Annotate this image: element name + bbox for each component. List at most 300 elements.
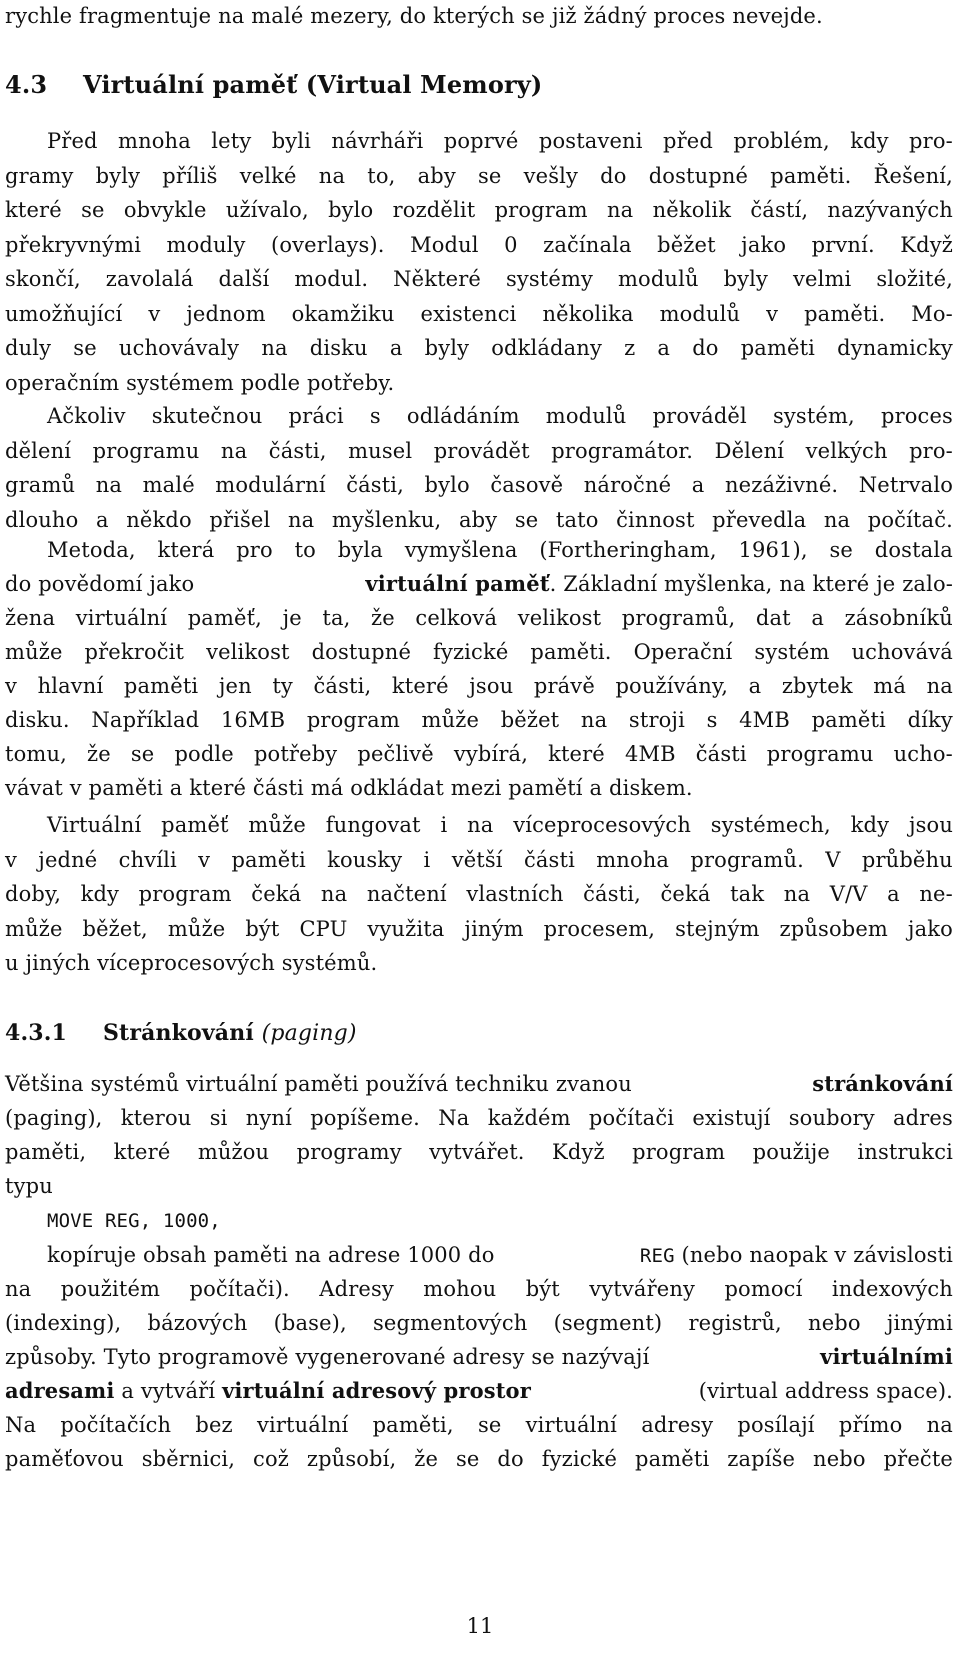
word: paměti.	[804, 301, 886, 326]
word: běžet	[657, 232, 716, 257]
word: (indexing),	[5, 1311, 122, 1335]
word: sběrnici,	[141, 1447, 236, 1471]
word: průběhu	[861, 847, 953, 872]
word: může	[167, 916, 226, 941]
text-run: (virtual address space).	[691, 1379, 953, 1403]
word: disku	[309, 336, 368, 360]
word: Řešení,	[873, 163, 953, 188]
word: byly	[723, 267, 769, 291]
word: na	[467, 813, 494, 837]
word: CPU	[299, 916, 348, 941]
text-run: . Základní myšlenka, na které je zalo-	[549, 572, 953, 596]
word: z	[624, 336, 636, 360]
word: zbytek	[781, 674, 853, 698]
word: dostupné	[648, 163, 749, 188]
word: postaveni	[538, 129, 643, 153]
word: v	[766, 301, 779, 326]
word: tato	[555, 507, 599, 532]
text-line: operačním systémem podle potřeby.	[5, 370, 395, 395]
word: zapíše	[727, 1447, 796, 1471]
word: použije	[752, 1140, 831, 1164]
word: jednom	[186, 301, 266, 326]
word: skončí,	[5, 267, 81, 291]
text-line	[5, 572, 953, 596]
word: ucho-	[893, 742, 953, 766]
subsection-number: 4.3.1	[5, 1020, 67, 1046]
word: na	[5, 1277, 32, 1301]
word: systém	[754, 640, 830, 664]
word: 4MB	[739, 708, 790, 732]
word: části,	[313, 674, 372, 698]
text-line	[5, 233, 953, 257]
word: pro-	[909, 129, 953, 153]
word: programátor.	[551, 438, 694, 463]
word: uchovává	[851, 640, 953, 664]
word: přišel	[209, 507, 271, 532]
word: na	[95, 473, 123, 497]
word: v	[5, 847, 18, 872]
word: problém,	[733, 129, 830, 153]
word: paměťovou	[5, 1447, 124, 1471]
word: si	[209, 1106, 228, 1130]
subsection-heading	[5, 1021, 953, 1046]
word: systémy	[505, 267, 594, 291]
word: mnoha	[118, 129, 191, 153]
word: odládáním	[406, 404, 520, 428]
word: částí,	[750, 198, 809, 222]
word: práci	[288, 404, 344, 428]
word: odkládany	[491, 336, 602, 360]
word: víceprocesových	[513, 813, 692, 837]
word: duly	[5, 336, 52, 360]
word: umožňující	[5, 301, 123, 326]
term-addresses: adresami	[5, 1378, 115, 1403]
word: můžou	[197, 1140, 270, 1164]
word: kdy	[850, 813, 890, 837]
section-heading	[5, 70, 953, 99]
word: instrukci	[857, 1140, 953, 1164]
word: myšlenku,	[331, 507, 442, 532]
word: virtuální	[256, 1413, 349, 1437]
text-run: Většina systémů virtuální paměti používá techniku zvanou	[5, 1072, 639, 1096]
word: popíšeme.	[310, 1106, 421, 1130]
word: systémech,	[710, 813, 831, 837]
word: návrháři	[331, 129, 424, 153]
word: Na	[438, 1106, 470, 1130]
word: díky	[907, 708, 953, 732]
word: bázových	[147, 1311, 248, 1335]
word: modul.	[294, 267, 369, 291]
word: čeká	[251, 882, 302, 906]
word: počítači	[588, 1106, 675, 1130]
word: běžet	[500, 708, 560, 732]
word: segmentových	[373, 1311, 528, 1335]
word: jinými	[886, 1311, 953, 1335]
word: prováděl	[652, 404, 747, 428]
word: program	[306, 708, 400, 732]
text-line	[5, 606, 953, 630]
word: vytvářet.	[429, 1140, 525, 1164]
word: indexových	[831, 1277, 953, 1301]
text-line	[5, 538, 953, 562]
word: příliš	[162, 163, 218, 188]
word: v	[198, 847, 211, 872]
word: kdy	[850, 129, 889, 153]
word: se	[477, 1413, 502, 1437]
word: užívalo,	[225, 198, 309, 222]
word: Metoda,	[47, 538, 136, 562]
word: adresy	[641, 1413, 714, 1437]
text-line	[5, 917, 953, 941]
word: které	[113, 1140, 171, 1164]
word: počítač.	[867, 507, 953, 532]
word: (overlays).	[271, 232, 385, 257]
word: paměti	[740, 336, 816, 360]
text-line	[5, 848, 953, 872]
word: Adresy	[319, 1277, 394, 1301]
word: jedné	[38, 847, 98, 872]
word: dlouho	[5, 507, 79, 532]
word: do	[692, 336, 719, 360]
word: paměti.	[770, 163, 852, 188]
word: Modul	[410, 232, 479, 257]
word: na	[287, 507, 315, 532]
word: velikost	[206, 640, 290, 664]
word: vešly	[523, 163, 579, 188]
word: být	[525, 1277, 560, 1301]
word: jsou	[908, 813, 953, 837]
word: podle	[174, 742, 234, 766]
word: nazývaných	[827, 198, 953, 222]
word: na	[261, 336, 288, 360]
text-line	[5, 813, 953, 837]
word: skutečnou	[151, 404, 263, 428]
word: paměť	[161, 813, 229, 837]
word: několika	[542, 301, 634, 326]
word: programu	[92, 438, 200, 463]
word: paměti	[123, 674, 199, 698]
text-line: u jiných víceprocesových systémů.	[5, 951, 378, 975]
word: které	[5, 198, 62, 222]
word: (Fortheringham,	[539, 538, 717, 562]
text-line	[5, 742, 953, 766]
word: činnost	[616, 507, 695, 532]
word: modulů	[545, 404, 627, 428]
word: a	[811, 606, 825, 630]
word: tomu,	[5, 742, 67, 766]
text-line	[5, 1311, 953, 1335]
word: bylo	[424, 473, 470, 497]
word: jsou	[469, 674, 514, 698]
word: program	[494, 198, 588, 222]
word: to	[294, 538, 316, 562]
word: vymyšlena	[404, 538, 518, 562]
word: paměti,	[5, 1140, 87, 1164]
word: program	[632, 1140, 726, 1164]
word: vybírá,	[453, 742, 529, 766]
word: byly	[95, 163, 141, 188]
text-line: vávat v paměti a které části má odkládat mezi pamětí a diskem.	[5, 776, 693, 800]
word: počítači).	[189, 1277, 290, 1301]
word: (paging),	[5, 1106, 103, 1130]
word: program	[138, 882, 232, 906]
section-number: 4.3	[5, 70, 48, 99]
text-line: rychle fragmentuje na malé mezery, do kterých se již žádný proces nevejde.	[5, 4, 823, 28]
word: poprvé	[443, 129, 519, 153]
word: mohou	[423, 1277, 497, 1301]
word: bez	[195, 1413, 233, 1437]
word: paměti	[811, 708, 886, 732]
word: modulů	[659, 301, 741, 326]
word: se	[514, 507, 539, 532]
word: může	[5, 640, 63, 664]
word: 0	[504, 232, 518, 257]
word: několik	[652, 198, 732, 222]
word: (segment)	[553, 1311, 663, 1335]
word: která	[157, 538, 215, 562]
code-inline: REG	[639, 1245, 675, 1267]
subsection-title-italic: (paging)	[261, 1021, 357, 1046]
text-line	[5, 708, 953, 732]
word: gramy	[5, 163, 74, 188]
word: jako	[741, 232, 787, 257]
word: nebo	[808, 1311, 861, 1335]
word: ne-	[919, 882, 953, 906]
word: což	[253, 1447, 289, 1471]
word: nezáživné.	[724, 473, 839, 497]
term-virtual-address-space: virtuální adresový prostor	[222, 1378, 531, 1403]
word: a	[95, 507, 109, 532]
word: další	[218, 267, 270, 291]
word: soubory	[788, 1106, 875, 1130]
word: které	[391, 674, 449, 698]
text-run: způsoby. Tyto programově vygenerované adresy se nazývají	[5, 1345, 657, 1369]
word: na	[823, 507, 851, 532]
text-line	[5, 336, 953, 360]
word: fyzické	[541, 1447, 618, 1471]
word: do	[497, 1447, 524, 1471]
word: jako	[907, 916, 953, 941]
word: aby	[417, 163, 456, 188]
word: dostala	[874, 538, 953, 562]
word: že	[87, 742, 111, 766]
word: může	[421, 708, 480, 732]
word: přímo	[838, 1413, 903, 1437]
text-line	[5, 882, 953, 906]
word: způsobem	[779, 916, 888, 941]
word: byly	[424, 336, 470, 360]
word: běžet,	[82, 916, 148, 941]
text-line	[5, 404, 953, 428]
word: byli	[271, 129, 312, 153]
word: se	[73, 336, 97, 360]
word: paměti	[634, 1447, 710, 1471]
word: do	[600, 163, 627, 188]
word: nyní	[245, 1106, 292, 1130]
word: může	[5, 916, 63, 941]
word: na	[783, 882, 811, 906]
word: Virtuální	[47, 813, 142, 837]
word: se	[130, 742, 155, 766]
word: fyzické	[433, 640, 509, 664]
text-line	[5, 1413, 953, 1437]
word: existují	[692, 1106, 771, 1130]
text-line	[5, 1106, 953, 1130]
word: na	[220, 438, 248, 463]
text-line	[5, 1140, 953, 1164]
word: překročit	[84, 640, 185, 664]
word: Před	[47, 129, 98, 153]
word: paměti,	[372, 1413, 454, 1437]
word: 4MB	[624, 742, 676, 766]
word: převedla	[712, 507, 807, 532]
word: paměti	[231, 847, 306, 872]
word: moduly	[166, 232, 246, 257]
word: využita	[367, 916, 445, 941]
word: náročné	[583, 473, 672, 497]
word: posílají	[737, 1413, 815, 1437]
word: použitém	[60, 1277, 161, 1301]
word: hlavní	[37, 674, 104, 698]
word: může	[248, 813, 306, 837]
word: větší	[451, 847, 503, 872]
word: velké	[239, 163, 297, 188]
word: Dělení	[714, 438, 785, 463]
word: Některé	[393, 267, 482, 291]
word: počítačích	[60, 1413, 172, 1437]
word: to,	[367, 163, 396, 188]
word: virtuální	[525, 1413, 618, 1437]
subsection-title: Stránkování	[103, 1020, 254, 1046]
text-line	[5, 439, 953, 463]
word: mnoha	[596, 847, 670, 872]
word: před	[662, 129, 713, 153]
text-line	[5, 640, 953, 664]
word: V/V	[829, 882, 868, 906]
word: překryvnými	[5, 232, 142, 257]
word: ta,	[322, 606, 351, 630]
word: celková	[415, 606, 498, 630]
word: programů,	[621, 606, 736, 630]
word: pro	[236, 538, 273, 562]
term-virtual-addresses: virtuálními	[820, 1344, 953, 1369]
word: se	[478, 163, 502, 188]
word: právě	[533, 674, 595, 698]
word: a	[691, 473, 705, 497]
word: proces	[880, 404, 953, 428]
word: vlastních	[466, 882, 564, 906]
word: stroji	[628, 708, 685, 732]
word: a	[389, 336, 403, 360]
word: procesem,	[543, 916, 656, 941]
word: bylo	[328, 198, 374, 222]
word: Na	[5, 1413, 37, 1437]
word: Když	[900, 232, 953, 257]
word: nebo	[813, 1447, 866, 1471]
term-virtual-memory: virtuální paměť	[365, 571, 550, 596]
word: na	[926, 674, 953, 698]
word: a	[748, 674, 762, 698]
text-line	[5, 164, 953, 188]
word: systém,	[772, 404, 855, 428]
word: okamžiku	[291, 301, 395, 326]
word: začínala	[543, 232, 632, 257]
word: na	[320, 882, 348, 906]
text-run: do povědomí jako	[5, 572, 202, 596]
word: velkých	[805, 438, 888, 463]
word: části	[523, 847, 575, 872]
word: které	[548, 742, 605, 766]
word: části,	[583, 882, 641, 906]
word: Netrvalo	[858, 473, 953, 497]
word: modulární	[215, 473, 326, 497]
code-line: MOVE REG, 1000,	[47, 1210, 221, 1232]
text-line	[5, 302, 953, 326]
word: používány,	[615, 674, 729, 698]
word: složité,	[876, 267, 953, 291]
text-line	[5, 1243, 953, 1268]
section-title: Virtuální paměť (Virtual Memory)	[83, 70, 543, 99]
word: uchovávaly	[118, 336, 240, 360]
word: je	[282, 606, 302, 630]
word: zásobníků	[844, 606, 953, 630]
word: i	[440, 813, 448, 837]
word: žena	[5, 606, 56, 630]
text-line	[5, 473, 953, 497]
word: adres	[892, 1106, 953, 1130]
word: první.	[811, 232, 875, 257]
word: a	[657, 336, 671, 360]
word: má	[873, 674, 906, 698]
word: musel	[348, 438, 413, 463]
word: na	[318, 163, 346, 188]
word: dostupné	[311, 640, 412, 664]
text-line	[5, 1447, 953, 1471]
text-run: kopíruje obsah paměti na adrese 1000 do	[47, 1243, 502, 1267]
word: malé	[142, 473, 195, 497]
word: potřeby	[253, 742, 338, 766]
text-line	[5, 129, 953, 153]
word: že	[414, 1447, 439, 1471]
word: Když	[552, 1140, 605, 1164]
word: s	[369, 404, 381, 428]
word: Operační	[633, 640, 733, 664]
word: kdy	[80, 882, 120, 906]
word: jiným	[464, 916, 524, 941]
word: se	[81, 198, 105, 222]
word: paměť,	[187, 606, 263, 630]
word: být	[245, 916, 280, 941]
text-line	[5, 198, 953, 222]
word: v	[148, 301, 161, 326]
word: na	[580, 708, 608, 732]
word: stejným	[675, 916, 760, 941]
word: doby,	[5, 882, 62, 906]
word: V	[825, 847, 841, 872]
word: a	[887, 882, 900, 906]
text-line	[5, 1345, 953, 1369]
word: ty	[272, 674, 293, 698]
word: kousky	[327, 847, 403, 872]
word: (base),	[273, 1311, 347, 1335]
word: přečte	[883, 1447, 953, 1471]
word: tak	[730, 882, 765, 906]
word: byla	[337, 538, 383, 562]
word: na	[926, 1413, 953, 1437]
word: se	[829, 538, 853, 562]
word: někdo	[126, 507, 192, 532]
word: dynamicky	[837, 336, 953, 360]
